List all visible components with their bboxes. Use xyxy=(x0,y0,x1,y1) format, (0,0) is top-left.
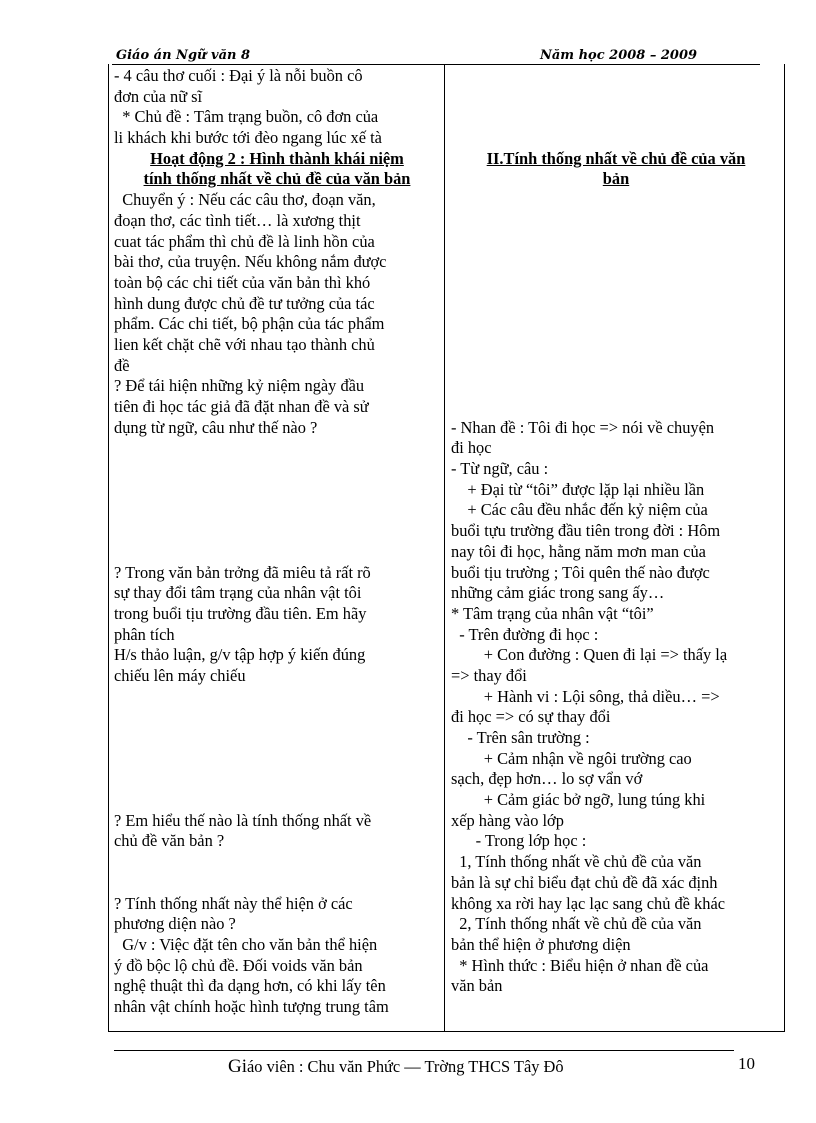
right_lines-line xyxy=(451,211,781,232)
left_lines-line: toàn bộ các chi tiết của văn bản thì khó xyxy=(114,272,371,292)
left_lines-line: ? Trong văn bản trởng đã miêu tả rất rõ xyxy=(114,562,371,582)
right_lines-line xyxy=(451,397,781,418)
left_lines-line xyxy=(114,542,440,563)
right_lines-line: bản thể hiện ở phương diện xyxy=(451,934,631,954)
left_lines-line: ? Tính thống nhất này thể hiện ở các xyxy=(114,893,353,913)
right_lines-line: + Cảm giác bở ngỡ, lung túng khi xyxy=(451,790,706,810)
left_lines-line xyxy=(114,852,440,873)
left_lines-line: bài thơ, của truyện. Nếu không nắm được xyxy=(114,252,387,272)
table-border-bottom xyxy=(108,1031,785,1032)
right_lines-line: những cảm giác trong sang ấy… xyxy=(451,583,665,603)
left_lines-line xyxy=(114,728,440,749)
right_lines-line xyxy=(451,273,781,294)
left_lines-line: cuat tác phẩm thì chủ đề là linh hồn của xyxy=(114,231,375,251)
right_lines-line: - Trên sân trường : xyxy=(451,728,590,747)
right_lines-line: nay tôi đi học, hằng năm mơn man của xyxy=(451,541,706,561)
right_lines-line xyxy=(451,335,781,356)
right_lines-line xyxy=(451,376,781,397)
left_lines-line: chiếu lên máy chiếu xyxy=(114,665,246,685)
right_lines-line: 1, Tính thống nhất về chủ đề của văn xyxy=(451,852,702,872)
right_lines-line: - Trên đường đi học : xyxy=(451,624,599,644)
footer-text: áo viên : Chu văn Phức — Trờng THCS Tây Đô xyxy=(247,1057,564,1076)
left_lines-line: li khách khi bước tới đèo ngang lúc xế tà xyxy=(114,128,382,148)
left_lines-line: đơn của nữ sĩ xyxy=(114,86,203,106)
right_lines-line xyxy=(451,66,781,87)
right_lines-line xyxy=(451,252,781,273)
left_lines-line xyxy=(114,500,440,521)
right_lines-line xyxy=(451,232,781,253)
right_lines-line: không xa rời hay lạc lạc sang chủ đề khác xyxy=(451,893,725,913)
right_lines-line: * Tâm trạng của nhân vật “tôi” xyxy=(451,603,654,623)
right_lines-line: 2, Tính thống nhất về chủ đề của văn xyxy=(451,914,702,934)
right_lines-line: + Đại từ “tôi” được lặp lại nhiều lần xyxy=(451,479,705,499)
header-rule xyxy=(112,64,760,65)
right_lines-line: + Hành vi : Lội sông, thả diều… => xyxy=(451,686,720,706)
left_lines-line: sự thay đổi tâm trạng của nhân vật tôi xyxy=(114,583,362,603)
left_lines-line: phân tích xyxy=(114,624,175,644)
right_lines-line: - Từ ngữ, câu : xyxy=(451,459,549,479)
right_lines-line: xếp hàng vào lớp xyxy=(451,810,564,830)
right_lines-line: văn bản xyxy=(451,976,503,996)
header-school-year: Năm học 2008 – 2009 xyxy=(540,48,698,63)
left_lines-line: phẩm. Các chi tiết, bộ phận của tác phẩm xyxy=(114,314,385,334)
left_lines-line: tiên đi học tác giả đã đặt nhan đề và sử xyxy=(114,397,369,416)
left_lines-line: G/v : Việc đặt tên cho văn bản thể hiện xyxy=(114,934,378,954)
right_lines-line: + Con đường : Quen đi lại => thấy lạ xyxy=(451,645,728,665)
lesson-content-column xyxy=(451,66,781,997)
right_lines-line: => thay đổi xyxy=(451,665,527,685)
page-number: 10 xyxy=(738,1054,755,1073)
left_lines-line: đề xyxy=(114,355,130,375)
footer-prefix: Gi xyxy=(228,1056,247,1077)
right_lines-line xyxy=(451,87,781,108)
left_lines-line: dụng từ ngữ, câu như thế nào ? xyxy=(114,417,318,437)
table-border-right xyxy=(784,64,785,1032)
left_lines-line xyxy=(114,480,440,501)
left_lines-line xyxy=(114,438,440,459)
left_lines-line: lien kết chặt chẽ với nhau tạo thành chủ xyxy=(114,334,375,354)
left_lines-line: hình dung được chủ đề tư tưởng của tác xyxy=(114,293,375,313)
right_lines-line: bản là sự chỉ biểu đạt chủ đề đã xác định xyxy=(451,872,718,892)
right_lines-line: + Các câu đều nhắc đến kỷ niệm của xyxy=(451,500,708,520)
left_lines-line xyxy=(114,687,440,708)
left_lines-line: ý đồ bộc lộ chủ đề. Đối voids văn bản xyxy=(114,955,363,975)
left_lines-line: đoạn thơ, các tình tiết… là xương thịt xyxy=(114,210,361,230)
left_lines-line: nhân vật chính hoặc hình tượng trung tâm xyxy=(114,996,389,1016)
left_lines-line: phương diện nào ? xyxy=(114,914,236,934)
right_lines-line: đi học xyxy=(451,438,492,458)
left_lines-line: * Chủ đề : Tâm trạng buồn, cô đơn của xyxy=(114,107,379,127)
right_lines-line xyxy=(451,314,781,335)
right_lines-line: II.Tính thống nhất về chủ đề của văn xyxy=(486,148,746,168)
left_lines-line xyxy=(114,707,440,728)
right_lines-line: bản xyxy=(602,169,630,189)
left_lines-line: ? Em hiểu thế nào là tính thống nhất về xyxy=(114,810,372,830)
right_lines-line: * Hình thức : Biểu hiện ở nhan đề của xyxy=(451,955,709,975)
right_lines-line: buổi tựu trường đầu tiên trong đời : Hôm xyxy=(451,521,721,541)
right_lines-line xyxy=(451,190,781,211)
page-header xyxy=(112,48,760,68)
header-subject: Giáo án Ngữ văn 8 xyxy=(116,48,251,63)
left_lines-line: trong buổi tịu trường đầu tiên. Em hãy xyxy=(114,603,367,623)
left_lines-line: - 4 câu thơ cuối : Đại ý là nỗi buồn cô xyxy=(114,66,363,85)
right_lines-line: + Cảm nhận về ngôi trường cao xyxy=(451,748,692,768)
right_lines-line xyxy=(451,107,781,128)
footer-rule xyxy=(114,1050,734,1051)
right_lines-line xyxy=(451,128,781,149)
left_lines-line xyxy=(114,769,440,790)
left_lines-line: nghệ thuật thì đa dạng hơn, có khi lấy tên xyxy=(114,976,386,996)
left_lines-line xyxy=(114,521,440,542)
left_lines-line: ? Để tái hiện những kỷ niệm ngày đầu xyxy=(114,376,365,396)
left_lines-line xyxy=(114,749,440,770)
left_lines-line xyxy=(114,790,440,811)
left_lines-line: Chuyển ý : Nếu các câu thơ, đoạn văn, xyxy=(114,190,376,210)
right_lines-line: đi học => có sự thay đổi xyxy=(451,707,611,727)
teacher-activity-column xyxy=(114,66,440,1018)
right_lines-line xyxy=(451,294,781,315)
right_lines-line: - Trong lớp học : xyxy=(451,831,587,851)
left_lines-line: Hoạt động 2 : Hình thành khái niệm xyxy=(150,148,404,168)
right_lines-line: buổi tịu trường ; Tôi quên thế nào được xyxy=(451,562,710,582)
right_lines-line xyxy=(451,356,781,377)
left_lines-line: tính thống nhất về chủ đề của văn bản xyxy=(143,169,411,189)
footer-teacher xyxy=(228,1056,564,1078)
right_lines-line: sạch, đẹp hơn… lo sợ vẩn vớ xyxy=(451,769,643,789)
left_lines-line: chủ đề văn bản ? xyxy=(114,831,225,851)
right_lines-line: - Nhan đề : Tôi đi học => nói về chuyện xyxy=(451,417,715,437)
left_lines-line xyxy=(114,873,440,894)
table-border-left xyxy=(108,64,109,1032)
left_lines-line xyxy=(114,459,440,480)
table-border-middle xyxy=(444,64,445,1032)
left_lines-line: H/s thảo luận, g/v tập hợp ý kiến đúng xyxy=(114,645,366,665)
